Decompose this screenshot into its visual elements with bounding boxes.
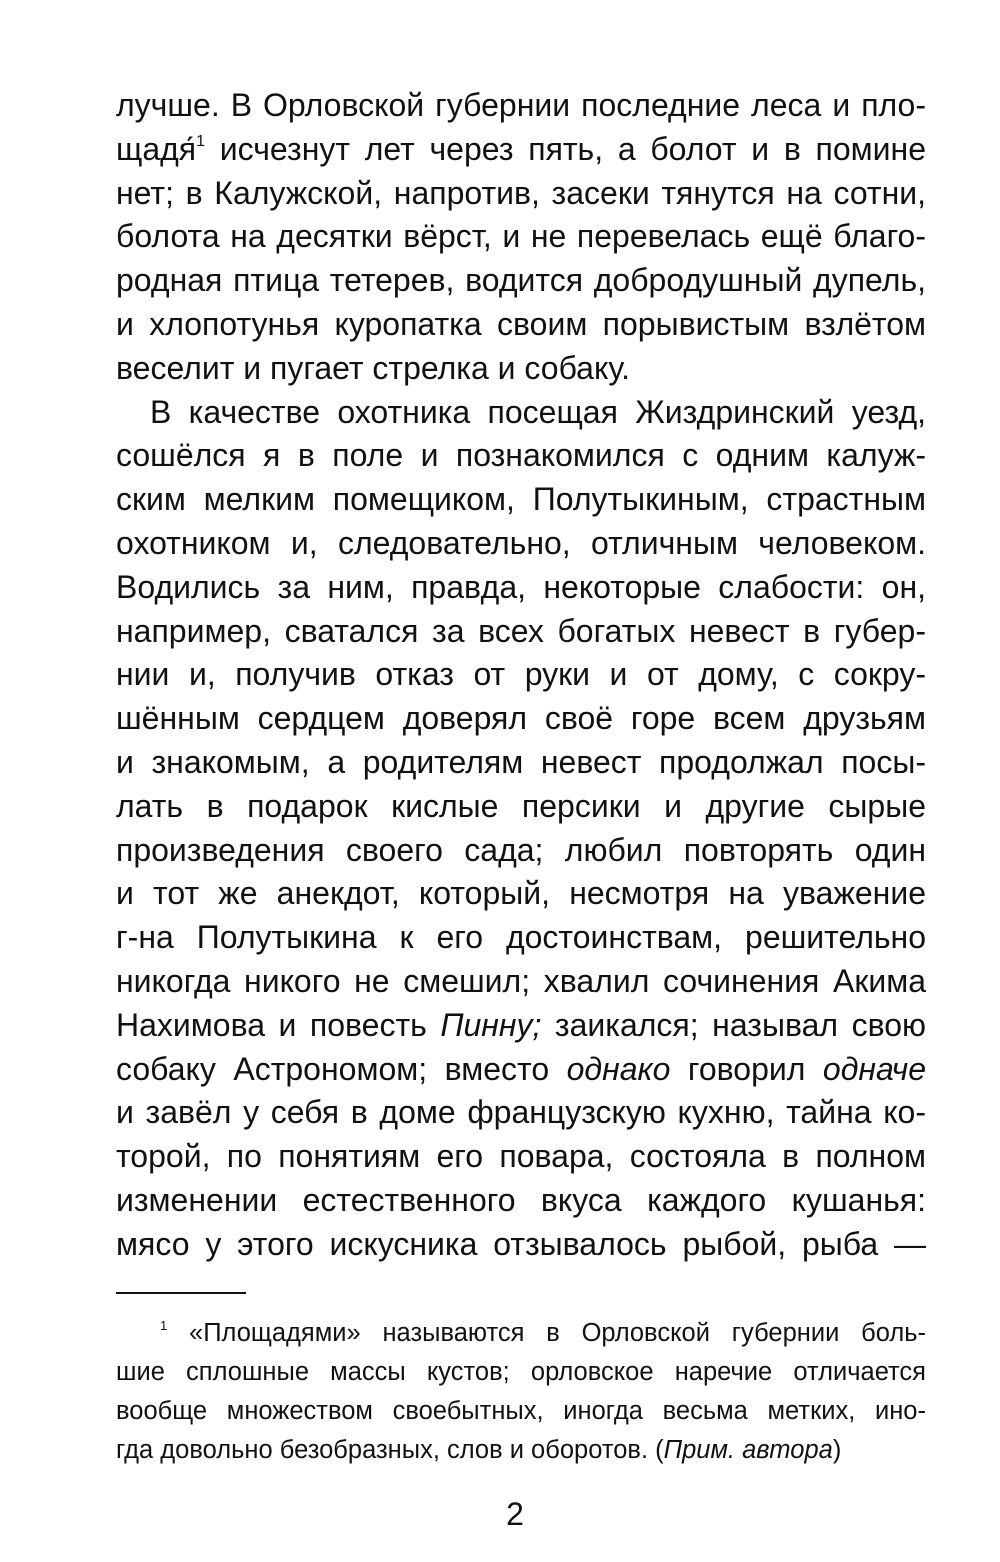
body-line — [116, 610, 926, 654]
italic-text: Прим. автора — [663, 1436, 833, 1464]
text-segment: и завёл у себя в доме французскую кухню, тайна ко- — [116, 1094, 926, 1131]
body-line — [116, 522, 926, 566]
text-segment: нии и, получив отказ от руки и от дому, с сокру- — [116, 656, 926, 693]
body-line — [116, 829, 926, 873]
footnote-marker: 1 — [196, 132, 206, 150]
text-segment: веселит и пугает стрелка и собаку. — [116, 349, 631, 386]
text-segment: щадя́ — [116, 130, 197, 167]
body-line — [116, 259, 926, 303]
body-line — [116, 960, 926, 1004]
text-segment: нет; в Калужской, напротив, засеки тянутся на сотни, — [116, 174, 926, 211]
text-segment: произведения своего сада; любил повторять один — [116, 831, 926, 868]
text-segment: вообще множеством своебытных, иногда весьма метких, ино- — [116, 1397, 926, 1425]
text-segment: г-на Полутыкина к его достоинствам, решительно — [116, 919, 926, 956]
page-number: 2 — [506, 1496, 524, 1532]
text-segment: и хлопотунья куропатка своим порывистым взлётом — [116, 305, 926, 342]
body-line — [116, 653, 926, 697]
text-segment: мясо у этого искусника отзывалось рыбой, рыба — — [116, 1225, 926, 1262]
body-line — [116, 1179, 926, 1223]
body-line — [116, 303, 926, 347]
text-segment: Нахимова и повесть — [116, 1006, 441, 1043]
body-line — [116, 1091, 926, 1135]
text-segment: шённым сердцем доверял своё горе всем друзьям — [116, 700, 926, 737]
body-line — [116, 347, 926, 391]
text-segment: торой, по понятиям его повара, состояла в полном — [116, 1138, 926, 1175]
body-line — [116, 697, 926, 741]
text-segment: исчезнут лет через пять, а болот и в помине — [205, 130, 926, 167]
text-segment: родная птица тетерев, водится добродушный дупель, — [116, 262, 926, 299]
text-segment: болота на десятки вёрст, и не перевелась ещё благо- — [116, 218, 926, 255]
italic-text: одначе — [822, 1050, 927, 1087]
body-line — [116, 566, 926, 610]
footnote — [116, 1314, 926, 1470]
body-line — [116, 1223, 926, 1267]
footnote-line — [116, 1353, 926, 1392]
text-segment: говорил — [670, 1050, 823, 1087]
italic-text: однако — [566, 1050, 671, 1087]
text-segment: «Площадями» называются в Орловской губернии боль- — [167, 1319, 926, 1347]
text-segment: заикался; называл свою — [541, 1006, 927, 1043]
footnote-line — [116, 1392, 926, 1431]
body-line — [116, 1004, 926, 1048]
text-segment: ским мелким помещиком, Полутыкиным, страстным — [116, 481, 926, 518]
body-line — [116, 84, 926, 128]
italic-text: Пинну; — [440, 1006, 542, 1043]
text-segment: сошёлся я в поле и познакомился с одним калуж- — [116, 437, 926, 474]
text-segment: ) — [832, 1436, 842, 1464]
text-segment: охотником и, следовательно, отличным человеком. — [116, 524, 926, 561]
text-segment: например, сватался за всех богатых невест в губер- — [116, 612, 926, 649]
text-segment: В качестве охотника посещая Жиздринский уезд, — [150, 393, 926, 430]
text-segment: никогда никого не смешил; хвалил сочинения Акима — [116, 962, 926, 999]
body-line — [116, 434, 926, 478]
text-segment: гда довольно безобразных, слов и оборотов. ( — [116, 1436, 664, 1464]
body-line — [116, 128, 926, 172]
text-segment: шие сплошные массы кустов; орловское наречие отличается — [116, 1358, 926, 1386]
body-line — [116, 872, 926, 916]
footnote-separator — [116, 1292, 246, 1294]
body-line — [116, 172, 926, 216]
body-line — [116, 1048, 926, 1092]
footnote-line — [116, 1314, 926, 1353]
body-line — [116, 916, 926, 960]
footnote-marker: 1 — [160, 1318, 168, 1333]
body-line — [116, 478, 926, 522]
text-segment: лучше. В Орловской губернии последние леса и пло- — [116, 87, 926, 123]
text-segment: и тот же анекдот, который, несмотря на уважение — [116, 875, 926, 912]
body-line — [116, 391, 926, 435]
body-line — [116, 215, 926, 259]
main-text — [116, 84, 926, 1267]
body-line — [116, 785, 926, 829]
text-segment: и знакомым, а родителям невест продолжал посы- — [116, 743, 926, 780]
body-line — [116, 1135, 926, 1179]
text-segment: лать в подарок кислые персики и другие сырые — [116, 787, 926, 824]
footnote-line — [116, 1431, 926, 1470]
body-line — [116, 741, 926, 785]
text-segment: изменении естественного вкуса каждого кушанья: — [116, 1181, 926, 1218]
text-segment: собаку Астрономом; вместо — [116, 1050, 567, 1087]
text-segment: Водились за ним, правда, некоторые слабости: он, — [116, 568, 926, 605]
